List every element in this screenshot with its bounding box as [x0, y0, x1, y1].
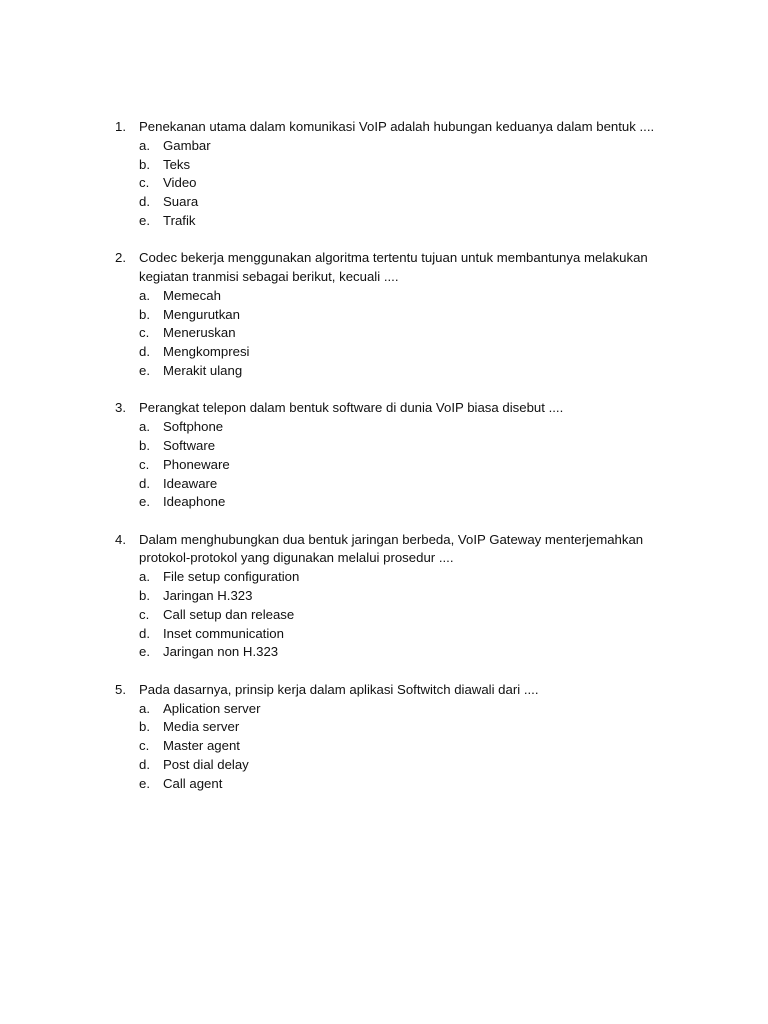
option-letter: d.	[139, 756, 150, 772]
option-item	[139, 212, 675, 231]
option-text: Media server	[163, 719, 240, 735]
option-item	[139, 737, 675, 756]
question-text: Penekanan utama dalam komunikasi VoIP adalah hubungan keduanya dalam bentuk ....	[139, 119, 655, 134]
option-item	[139, 456, 675, 475]
option-text: Gambar	[163, 137, 211, 153]
option-list	[115, 137, 675, 231]
option-item	[139, 568, 675, 587]
option-item	[139, 756, 675, 775]
option-item	[139, 418, 675, 437]
option-text: Call agent	[163, 775, 223, 791]
option-letter: c.	[139, 606, 150, 622]
option-text: Post dial delay	[163, 756, 249, 772]
question-list	[115, 118, 675, 812]
option-text: Ideaphone	[163, 494, 226, 510]
option-letter: c.	[139, 325, 150, 341]
option-letter: b.	[139, 306, 150, 322]
question-2	[115, 249, 675, 381]
option-text: Aplication server	[163, 700, 261, 716]
option-text: Software	[163, 437, 216, 453]
option-item	[139, 362, 675, 381]
option-item	[139, 343, 675, 362]
option-text: Jaringan H.323	[163, 588, 253, 604]
option-letter: c.	[139, 175, 150, 191]
option-list	[115, 418, 675, 512]
option-text: Master agent	[163, 738, 240, 754]
question-text: Codec bekerja menggunakan algoritma tertentu tujuan untuk membantunya melakukan kegiatan tranmisi sebagai berikut, kecuali ....	[139, 250, 648, 285]
question-1	[115, 118, 675, 231]
option-letter: d.	[139, 475, 150, 491]
option-item	[139, 475, 675, 494]
option-text: Teks	[163, 156, 191, 172]
option-letter: b.	[139, 719, 150, 735]
option-letter: c.	[139, 456, 150, 472]
option-letter: a.	[139, 700, 150, 716]
question-number: 4.	[115, 531, 126, 547]
option-letter: e.	[139, 363, 150, 379]
option-item	[139, 174, 675, 193]
option-text: Mengkompresi	[163, 344, 250, 360]
option-list	[115, 700, 675, 794]
option-item	[139, 718, 675, 737]
option-letter: a.	[139, 569, 150, 585]
option-text: Inset communication	[163, 625, 284, 641]
option-text: Meneruskan	[163, 325, 236, 341]
option-item	[139, 324, 675, 343]
option-text: Mengurutkan	[163, 306, 240, 322]
option-item	[139, 606, 675, 625]
option-item	[139, 437, 675, 456]
option-letter: b.	[139, 156, 150, 172]
option-letter: a.	[139, 137, 150, 153]
option-item	[139, 193, 675, 212]
option-letter: b.	[139, 588, 150, 604]
question-text: Pada dasarnya, prinsip kerja dalam aplikasi Softwitch diawali dari ....	[139, 681, 539, 697]
option-item	[139, 643, 675, 662]
option-item	[139, 306, 675, 325]
question-5	[115, 681, 675, 794]
option-letter: b.	[139, 437, 150, 453]
option-letter: e.	[139, 775, 150, 791]
option-letter: e.	[139, 644, 150, 660]
option-text: Call setup dan release	[163, 606, 295, 622]
option-letter: e.	[139, 494, 150, 510]
option-text: Merakit ulang	[163, 363, 243, 379]
question-number: 5.	[115, 681, 126, 697]
option-letter: d.	[139, 625, 150, 641]
option-text: Video	[163, 175, 197, 191]
option-letter: d.	[139, 194, 150, 210]
option-list	[115, 568, 675, 662]
option-text: Memecah	[163, 287, 221, 303]
question-number: 1.	[115, 119, 126, 134]
option-letter: a.	[139, 287, 150, 303]
option-list	[115, 287, 675, 381]
option-letter: a.	[139, 419, 150, 435]
option-text: Jaringan non H.323	[163, 644, 279, 660]
option-item	[139, 775, 675, 794]
option-letter: c.	[139, 738, 150, 754]
option-item	[139, 156, 675, 175]
option-item	[139, 700, 675, 719]
option-text: Suara	[163, 194, 199, 210]
option-text: File setup configuration	[163, 569, 300, 585]
option-item	[139, 287, 675, 306]
option-letter: e.	[139, 212, 150, 228]
question-number: 3.	[115, 400, 126, 416]
question-text: Perangkat telepon dalam bentuk software di dunia VoIP biasa disebut ....	[139, 400, 564, 416]
option-item	[139, 625, 675, 644]
question-text: Dalam menghubungkan dua bentuk jaringan berbeda, VoIP Gateway menterjemahkan protokol-protokol yang digunakan melalui prosedur ....	[139, 531, 644, 566]
option-item	[139, 493, 675, 512]
option-text: Ideaware	[163, 475, 218, 491]
option-text: Trafik	[163, 212, 196, 228]
option-item	[139, 587, 675, 606]
question-4	[115, 531, 675, 663]
option-item	[139, 137, 675, 156]
question-3	[115, 399, 675, 512]
option-text: Softphone	[163, 419, 224, 435]
option-text: Phoneware	[163, 456, 230, 472]
option-letter: d.	[139, 344, 150, 360]
question-number: 2.	[115, 250, 126, 266]
